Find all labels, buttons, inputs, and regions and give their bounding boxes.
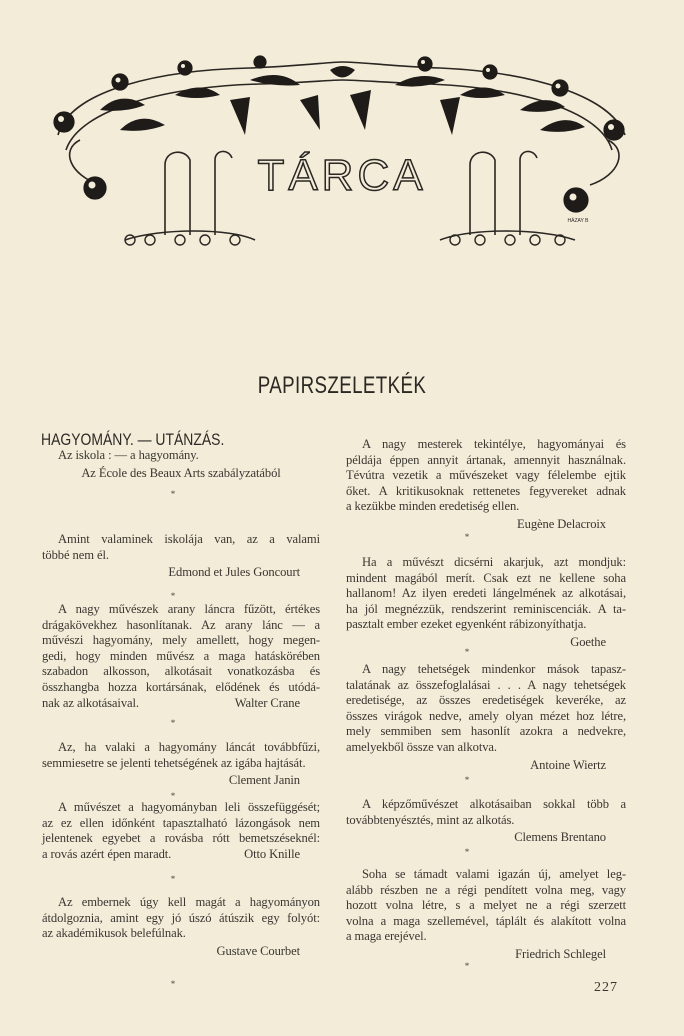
page-number: 227 xyxy=(594,980,618,995)
quote-line: művészi hagyomány, mely amellett, hogy megen- xyxy=(42,633,320,648)
quote-line: alább részben ne a régi pendített volna meg, vagy xyxy=(346,882,626,897)
quote-entry xyxy=(42,602,320,711)
quote-entry xyxy=(42,800,320,862)
quote-line: mely semmiben sem hasonlít azokra a nedvekre, xyxy=(346,724,626,739)
page-title: PAPIRSZELETKÉK xyxy=(257,372,427,399)
quote-line: példája éppen annyit ártanak, amennyit használnak. xyxy=(346,452,626,467)
quote-entry xyxy=(42,740,320,789)
quote-line: az ez ellen időnként tapasztalható lázongások nem xyxy=(42,815,320,830)
quote-line: továbbtenyésztés, mint az alkotás. xyxy=(346,812,515,827)
quote-author: Edmond et Jules Goncourt xyxy=(168,565,300,580)
quote-line-text: a rovás azért épen maradt. xyxy=(42,846,172,861)
quote-line xyxy=(42,696,320,712)
quote-line: Az iskola : — a hagyomány. xyxy=(58,448,199,462)
quote-line: Soha se támadt valami igazán új, amelyet leg- xyxy=(362,867,626,881)
quote-entry xyxy=(346,662,626,773)
quote-line: Amint valaminek iskolája van, az a valami xyxy=(58,532,320,546)
quote-line: Ha a művészt dicsérni akarjuk, azt mondjuk: xyxy=(362,555,626,569)
separator-star: * xyxy=(170,591,176,601)
separator-star: * xyxy=(464,532,470,542)
quote-entry xyxy=(42,895,320,959)
quote-line: A nagy művészek arany láncra fűzött, értékes xyxy=(58,602,320,616)
quote-author: Clement Janin xyxy=(228,773,300,788)
quote-line: szabadon alkosson, alkotásait vonatkozásba és xyxy=(42,664,320,679)
quote-line: A nagy mesterek tekintélye, hagyományai és xyxy=(362,437,626,451)
quote-line: Az embernek úgy kell magát a hagyományon xyxy=(58,895,320,909)
quote-entry xyxy=(346,437,626,533)
quote-line: összhangba hozza kortársának, elődének és utódá- xyxy=(42,679,320,694)
quote-line: drágakövekhez hasonlítanak. Az arany lánc — a xyxy=(42,617,320,632)
quote-line: mindent magából merít. Csak ezt ne kellene soha xyxy=(346,570,626,585)
quote-line: A nagy tehetségek mindenkor mások tapasz- xyxy=(362,662,626,676)
quote-line: jelentenek egyebet a rovásba rótt bemetszéseknél: xyxy=(42,831,320,846)
quote-entry xyxy=(346,797,626,846)
quote-line: hozott volna létre, s a melyet ne a régi szerzett xyxy=(346,898,626,913)
quote-line: őket. A kritikusoknak rettenetes fegyvereket adnak xyxy=(346,483,626,498)
quote-line: pasztalt ember ezeket egyenként rábizonyíthatja. xyxy=(346,617,587,632)
quote-line: átdolgoznia, amint egy jó úszó átúszik egy folyót: xyxy=(42,910,320,925)
quote-line: hallanom! Az ilyen eredeti lángelmének az alkotásai, xyxy=(346,586,626,601)
artist-signature: HÁZAY B xyxy=(567,218,589,224)
tarca-header-ornament xyxy=(0,0,684,300)
separator-star: * xyxy=(170,718,176,728)
quote-author: Az École des Beaux Arts szabályzatából xyxy=(81,465,281,480)
quote-line: eredetisége, az összes eredetiségek keveréke, az xyxy=(346,693,626,708)
separator-star: * xyxy=(170,791,176,801)
quote-line: Tévútra vezetik a művészeket vagy félelembe ejtik xyxy=(346,468,626,483)
quote-line: összes virágok nedve, amely olyan mézet hoz létre, xyxy=(346,708,626,723)
quote-author: Walter Crane xyxy=(234,695,300,710)
quote-line: volna a maga szellemével, táplált és alakított volna xyxy=(346,913,626,928)
separator-star: * xyxy=(464,647,470,657)
quote-author: Eugène Delacroix xyxy=(517,516,606,531)
separator-star: * xyxy=(170,979,176,989)
separator-star: * xyxy=(464,847,470,857)
quote-author: Otto Knille xyxy=(244,846,300,861)
quote-line: talatának az összefoglalásai . . . A nagy tehetségek xyxy=(346,677,626,692)
quote-line: a kezükbe minden eredetiség ellen. xyxy=(346,499,520,514)
quote-author: Gustave Courbet xyxy=(216,943,300,958)
quote-author: Goethe xyxy=(570,634,606,649)
ornament-title-text: TÁRCA xyxy=(257,151,427,200)
quote-line-text: nak az alkotásaival. xyxy=(42,695,139,710)
quote-author: Antoine Wiertz xyxy=(530,757,606,772)
quote-line: amelyekből össze van alkotva. xyxy=(346,739,497,754)
quote-line: gedi, hogy minden művész a maga hatáskörében xyxy=(42,648,320,663)
quote-entry xyxy=(42,448,320,481)
separator-star: * xyxy=(170,874,176,884)
separator-star: * xyxy=(464,961,470,971)
quote-line: semmiesetre se jelenti tehetségének az igába hajtását. xyxy=(42,755,306,770)
separator-star: * xyxy=(170,489,176,499)
quote-line: az akadémikusok belefúlnak. xyxy=(42,926,186,941)
quote-line: többé nem él. xyxy=(42,547,109,562)
quote-entry xyxy=(346,867,626,963)
quote-line: A képzőművészet alkotásaiban sokkal több a xyxy=(362,797,626,811)
quote-line: ha jól megnézzük, rendszerint reminiscenciák. A ta- xyxy=(346,601,626,616)
quote-entry xyxy=(346,555,626,651)
quote-line xyxy=(42,847,320,863)
quote-line: A művészet a hagyományban leli összefüggését; xyxy=(58,800,320,814)
quote-line: Az, ha valaki a hagyomány láncát továbbfűzi, xyxy=(58,740,320,754)
quote-line: a maga erejével. xyxy=(346,929,427,944)
separator-star: * xyxy=(464,775,470,785)
quote-author: Friedrich Schlegel xyxy=(515,946,606,961)
quote-author: Clemens Brentano xyxy=(514,830,606,845)
quote-entry xyxy=(42,532,320,581)
section-heading: HAGYOMÁNY. — UTÁNZÁS. xyxy=(41,430,225,449)
